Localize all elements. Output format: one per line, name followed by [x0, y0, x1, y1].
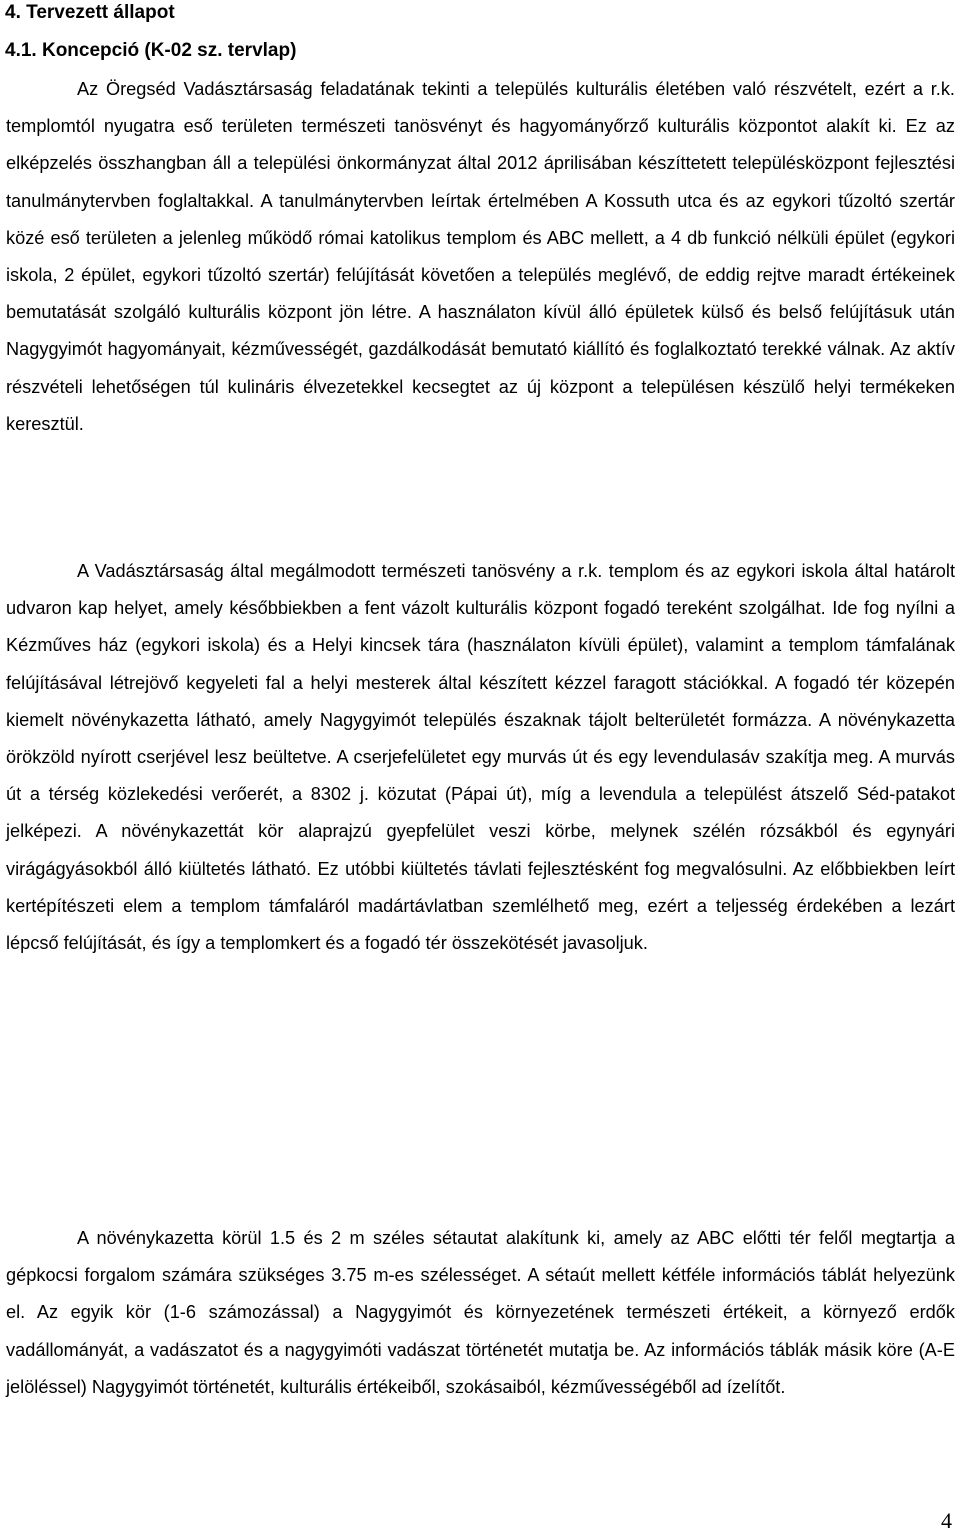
paragraph-1: Az Öregséd Vadásztársaság feladatának tekinti a település kulturális életében való részvételt, ezért a r.k. templomtól nyugatra eső területen természeti tanösvényt és hagyományőrző kulturális központot alakít ki. Ez az elképzelés összhangban áll a települési önkormányzat által 2012 áprilisában készíttetett településközpont fejlesztési tanulmánytervben foglaltakkal. A tanulmánytervben leírtak értelmében A Kossuth utca és az egykori tűzoltó szertár közé eső területen a jelenleg működő római katolikus templom és ABC mellett, a 4 db funkció nélküli épület (egykori iskola, 2 épület, egykori tűzoltó szertár) felújítását követően a település meglévő, de eddig rejtve maradt értékeinek bemutatását szolgáló kulturális központ jön létre. A használaton kívül álló épületek külső és belső felújításuk után Nagygyimót hagyományait, kézművességét, gazdálkodását bemutató kiállító és foglalkoztató terekké válnak. Az aktív részvételi lehetőségen túl kulináris élvezetekkel kecsegtet az új központ a településen készülő helyi termékeken keresztül.	[6, 79, 955, 434]
section-heading: 4. Tervezett állapot	[5, 2, 175, 23]
paragraph-2: A Vadásztársaság által megálmodott természeti tanösvény a r.k. templom és az egykori iskola által határolt udvaron kap helyet, amely későbbiekben a fent vázolt kulturális központ fogadó tereként szolgálhat. Ide fog nyílni a Kézműves ház (egykori iskola) és a Helyi kincsek tára (használaton kívüli épület), valamint a templom támfalának felújításával létrejövő kegyeleti fal a helyi mesterek által készített kézzel faragott stációkkal. A fogadó tér közepén kiemelt növénykazetta látható, amely Nagygyimót település északnak tájolt belterületét formázza. A növénykazetta örökzöld nyírott cserjével lesz beültetve. A cserjefelületet egy murvás út és egy levendulasáv szakítja meg. A murvás út a térség közlekedési verőerét, a 8302 j. közutat (Pápai út), míg a levendula a települést átszelő Séd-patakot jelképezi. A növénykazettát kör alaprajzú gyepfelület veszi körbe, melynek szélén rózsákból és egynyári virágágyásokból álló kiültetés látható. Ez utóbbi kiültetés távlati fejlesztésként fog megvalósulni. Az előbbiekben leírt kertépítészeti elem a templom támfaláról madártávlatban szemlélhető meg, ezért a teljesség érdekében a lezárt lépcső felújítását, és így a templomkert és a fogadó tér összekötését javasoljuk.	[6, 561, 955, 954]
page-number: 4	[941, 1508, 952, 1533]
paragraph-3: A növénykazetta körül 1.5 és 2 m széles sétautat alakítunk ki, amely az ABC előtti tér felől megtartja a gépkocsi forgalom számára szükséges 3.75 m-es szélességet. A sétaút mellett kétféle információs táblát helyezünk el. Az egyik kör (1-6 számozással) a Nagygyimót és környezetének természeti értékeit, a környező erdők vadállományát, a vadászatot és a nagygyimóti vadászat történetét mutatja be. Az információs táblák másik köre (A-E jelöléssel) Nagygyimót történetét, kulturális értékeiből, szokásaiból, kézművességéből ad ízelítőt.	[6, 1228, 955, 1397]
subsection-heading: 4.1. Koncepció (K-02 sz. tervlap)	[5, 40, 297, 61]
